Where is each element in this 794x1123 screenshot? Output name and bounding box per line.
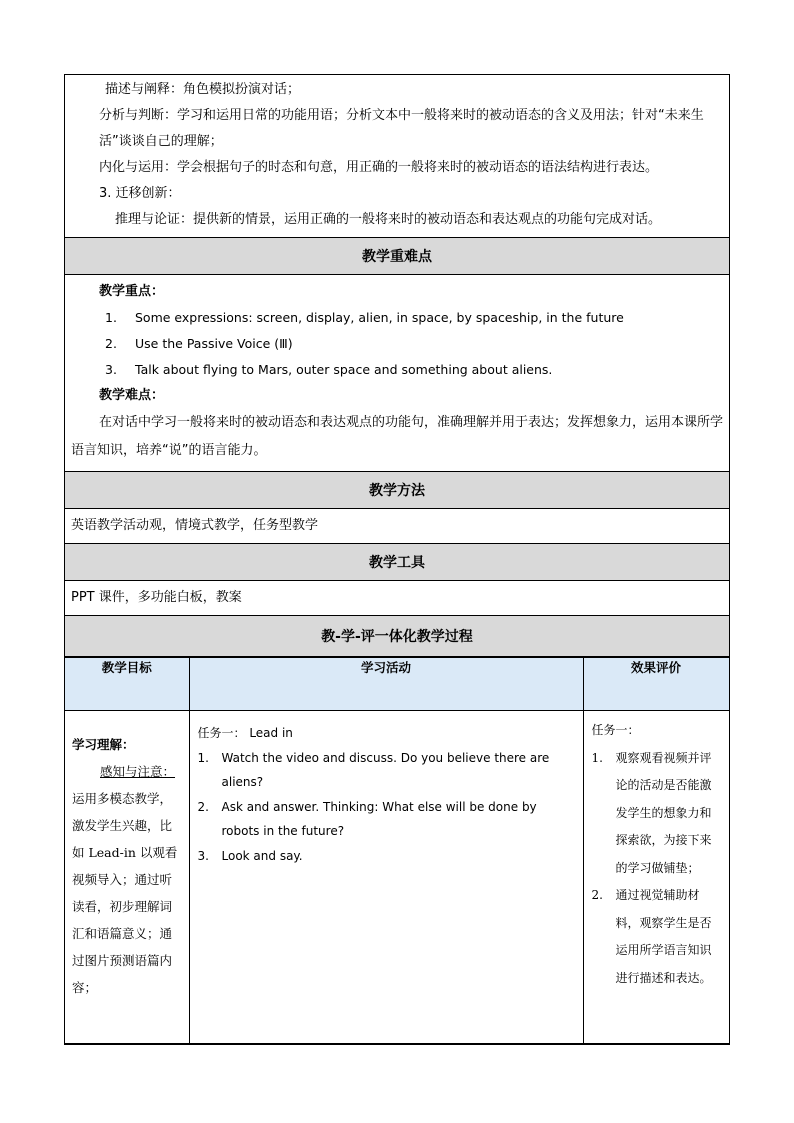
tools-header: 教学工具 xyxy=(65,544,730,581)
objectives-continued-cell xyxy=(65,75,730,238)
method-header: 教学方法 xyxy=(65,472,730,509)
col-header-evaluation: 效果评价 xyxy=(583,658,729,711)
focus-item: 2. Use the Passive Voice (Ⅲ) xyxy=(105,336,293,351)
col-header-goal: 教学目标 xyxy=(65,658,189,711)
difficulty-text: 在对话中学习一般将来时的被动语态和表达观点的功能句，准确理解并用于表达；发挥想象力，运用本课所学语言知识，培养“说”的语言能力。 xyxy=(71,415,724,458)
focus-item: 3. Talk about flying to Mars, outer space and something about aliens. xyxy=(105,362,553,377)
activity-item: 2. Ask and answer. Thinking: What else will be done by robots in the future? xyxy=(197,799,537,838)
lesson-plan-table xyxy=(64,74,730,1045)
process-cell xyxy=(65,657,730,1045)
activity-item: 3. Look and say. xyxy=(197,848,303,863)
goal-underlined: 感知与注意： xyxy=(100,764,176,779)
process-table xyxy=(65,657,730,1044)
task-title: 任务一： Lead in xyxy=(197,726,293,740)
activity-item: 1. Watch the video and discuss. Do you believe there are aliens? xyxy=(197,750,550,789)
goal-cell xyxy=(65,711,189,1044)
objective-reasoning: 推理与论证：提供新的情景，运用正确的一般将来时的被动语态和表达观点的功能句完成对话。 xyxy=(115,212,662,227)
tools-text: PPT 课件，多功能白板，教案 xyxy=(65,581,730,616)
objective-transfer-heading: 3. 迁移创新： xyxy=(99,186,181,201)
key-points-cell xyxy=(65,275,730,472)
evaluation-item: 2. 通过视觉辅助材料，观察学生是否运用所学语言知识进行描述和表达。 xyxy=(591,888,712,985)
evaluation-item: 1. 观察观看视频并评论的活动是否能激发学生的想象力和探索欲，为接下来的学习做铺垫； xyxy=(591,750,712,875)
focus-item: 1. Some expressions: screen, display, alien, in space, by spaceship, in the future xyxy=(105,310,624,325)
objective-internalize: 内化与运用：学会根据句子的时态和句意，用正确的一般将来时的被动语态的语法结构进行表达。 xyxy=(99,160,659,175)
col-header-activity: 学习活动 xyxy=(189,658,583,711)
method-text: 英语教学活动观，情境式教学，任务型教学 xyxy=(65,509,730,544)
key-points-header: 教学重难点 xyxy=(65,238,730,275)
evaluation-title: 任务一： xyxy=(591,723,640,737)
focus-label: 教学重点： xyxy=(99,284,165,299)
activity-cell xyxy=(189,711,583,1044)
goal-text: 运用多模态教学，激发学生兴趣，比如 Lead-in 以观看视频导入；通过听读看，初步理解词汇和语篇意义；通过图片预测语篇内容； xyxy=(72,791,178,995)
goal-title: 学习理解： xyxy=(72,737,135,752)
lesson-plan-page xyxy=(64,74,730,1045)
evaluation-cell xyxy=(583,711,729,1044)
process-header: 教-学-评一体化教学过程 xyxy=(65,616,730,657)
objective-describe: 描述与阐释：角色模拟扮演对话； xyxy=(105,82,301,97)
objective-analyze: 分析与判断：学习和运用日常的功能用语；分析文本中一般将来时的被动语态的含义及用法；针对“未来生活”谈谈自己的理解； xyxy=(99,108,704,149)
difficulty-label: 教学难点： xyxy=(99,388,165,403)
